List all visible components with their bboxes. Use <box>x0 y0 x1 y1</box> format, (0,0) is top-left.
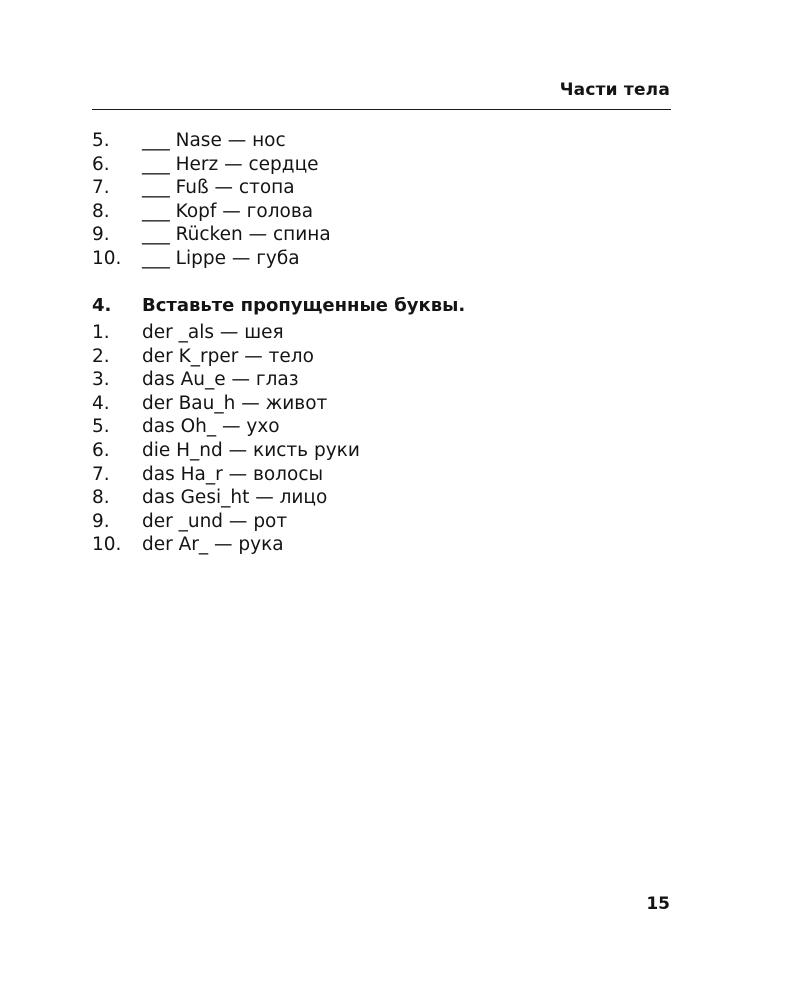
item-number: 9. <box>92 224 110 246</box>
item-text: das Au_e — глаз <box>142 369 299 391</box>
list-item <box>92 223 331 247</box>
list-item <box>92 392 360 416</box>
item-number: 8. <box>92 200 110 222</box>
list-item <box>92 129 331 153</box>
item-number: 3. <box>92 369 110 391</box>
item-text: ___ Lippe — губа <box>142 247 300 269</box>
list-item <box>92 510 360 534</box>
list-item <box>92 368 360 392</box>
list-item <box>92 439 360 463</box>
list-item <box>92 247 331 271</box>
list-item <box>92 321 360 345</box>
item-number: 10. <box>92 247 122 269</box>
item-number: 8. <box>92 487 110 509</box>
item-text: die H_nd — кисть руки <box>142 439 360 461</box>
item-number: 1. <box>92 322 110 343</box>
item-text: ___ Fuß — стопа <box>142 177 295 199</box>
item-text: der Bau_h — живот <box>142 392 328 414</box>
list-item <box>92 463 360 487</box>
item-number: 7. <box>92 177 110 199</box>
exercise-instruction: Вставьте пропущенные буквы. <box>142 295 466 316</box>
header-divider <box>92 109 671 110</box>
item-number: 7. <box>92 463 110 485</box>
item-number: 2. <box>92 345 110 367</box>
item-text: ___ Herz — сердце <box>142 153 319 175</box>
list-item <box>92 200 331 224</box>
item-number: 10. <box>92 534 122 556</box>
item-text: der _und — рот <box>142 510 288 532</box>
list-item <box>92 486 360 510</box>
item-number: 6. <box>92 439 110 461</box>
item-number: 9. <box>92 510 110 532</box>
list-item <box>92 533 360 557</box>
item-text: das Oh_ — ухо <box>142 416 280 438</box>
item-number: 6. <box>92 153 110 175</box>
exercise-number: 4. <box>92 295 112 316</box>
running-head-title: Части тела <box>559 80 670 100</box>
item-number: 4. <box>92 392 110 414</box>
fill-in-letters-list <box>92 321 360 557</box>
list-item <box>92 176 331 200</box>
list-item <box>92 345 360 369</box>
item-text: der _als — шея <box>142 322 284 343</box>
vocabulary-list <box>92 129 331 271</box>
item-text: ___ Nase — нос <box>142 130 286 151</box>
list-item <box>92 415 360 439</box>
item-number: 5. <box>92 416 110 438</box>
item-text: ___ Rücken — спина <box>142 224 331 246</box>
page-number: 15 <box>646 894 670 914</box>
exercise-heading <box>92 295 465 316</box>
item-text: das Ha_r — волосы <box>142 463 324 485</box>
item-text: der Ar_ — рука <box>142 534 284 556</box>
item-text: ___ Kopf — голова <box>142 200 314 222</box>
list-item <box>92 153 331 177</box>
item-text: der K_rper — тело <box>142 345 314 367</box>
item-text: das Gesi_ht — лицо <box>142 487 328 509</box>
item-number: 5. <box>92 130 110 151</box>
